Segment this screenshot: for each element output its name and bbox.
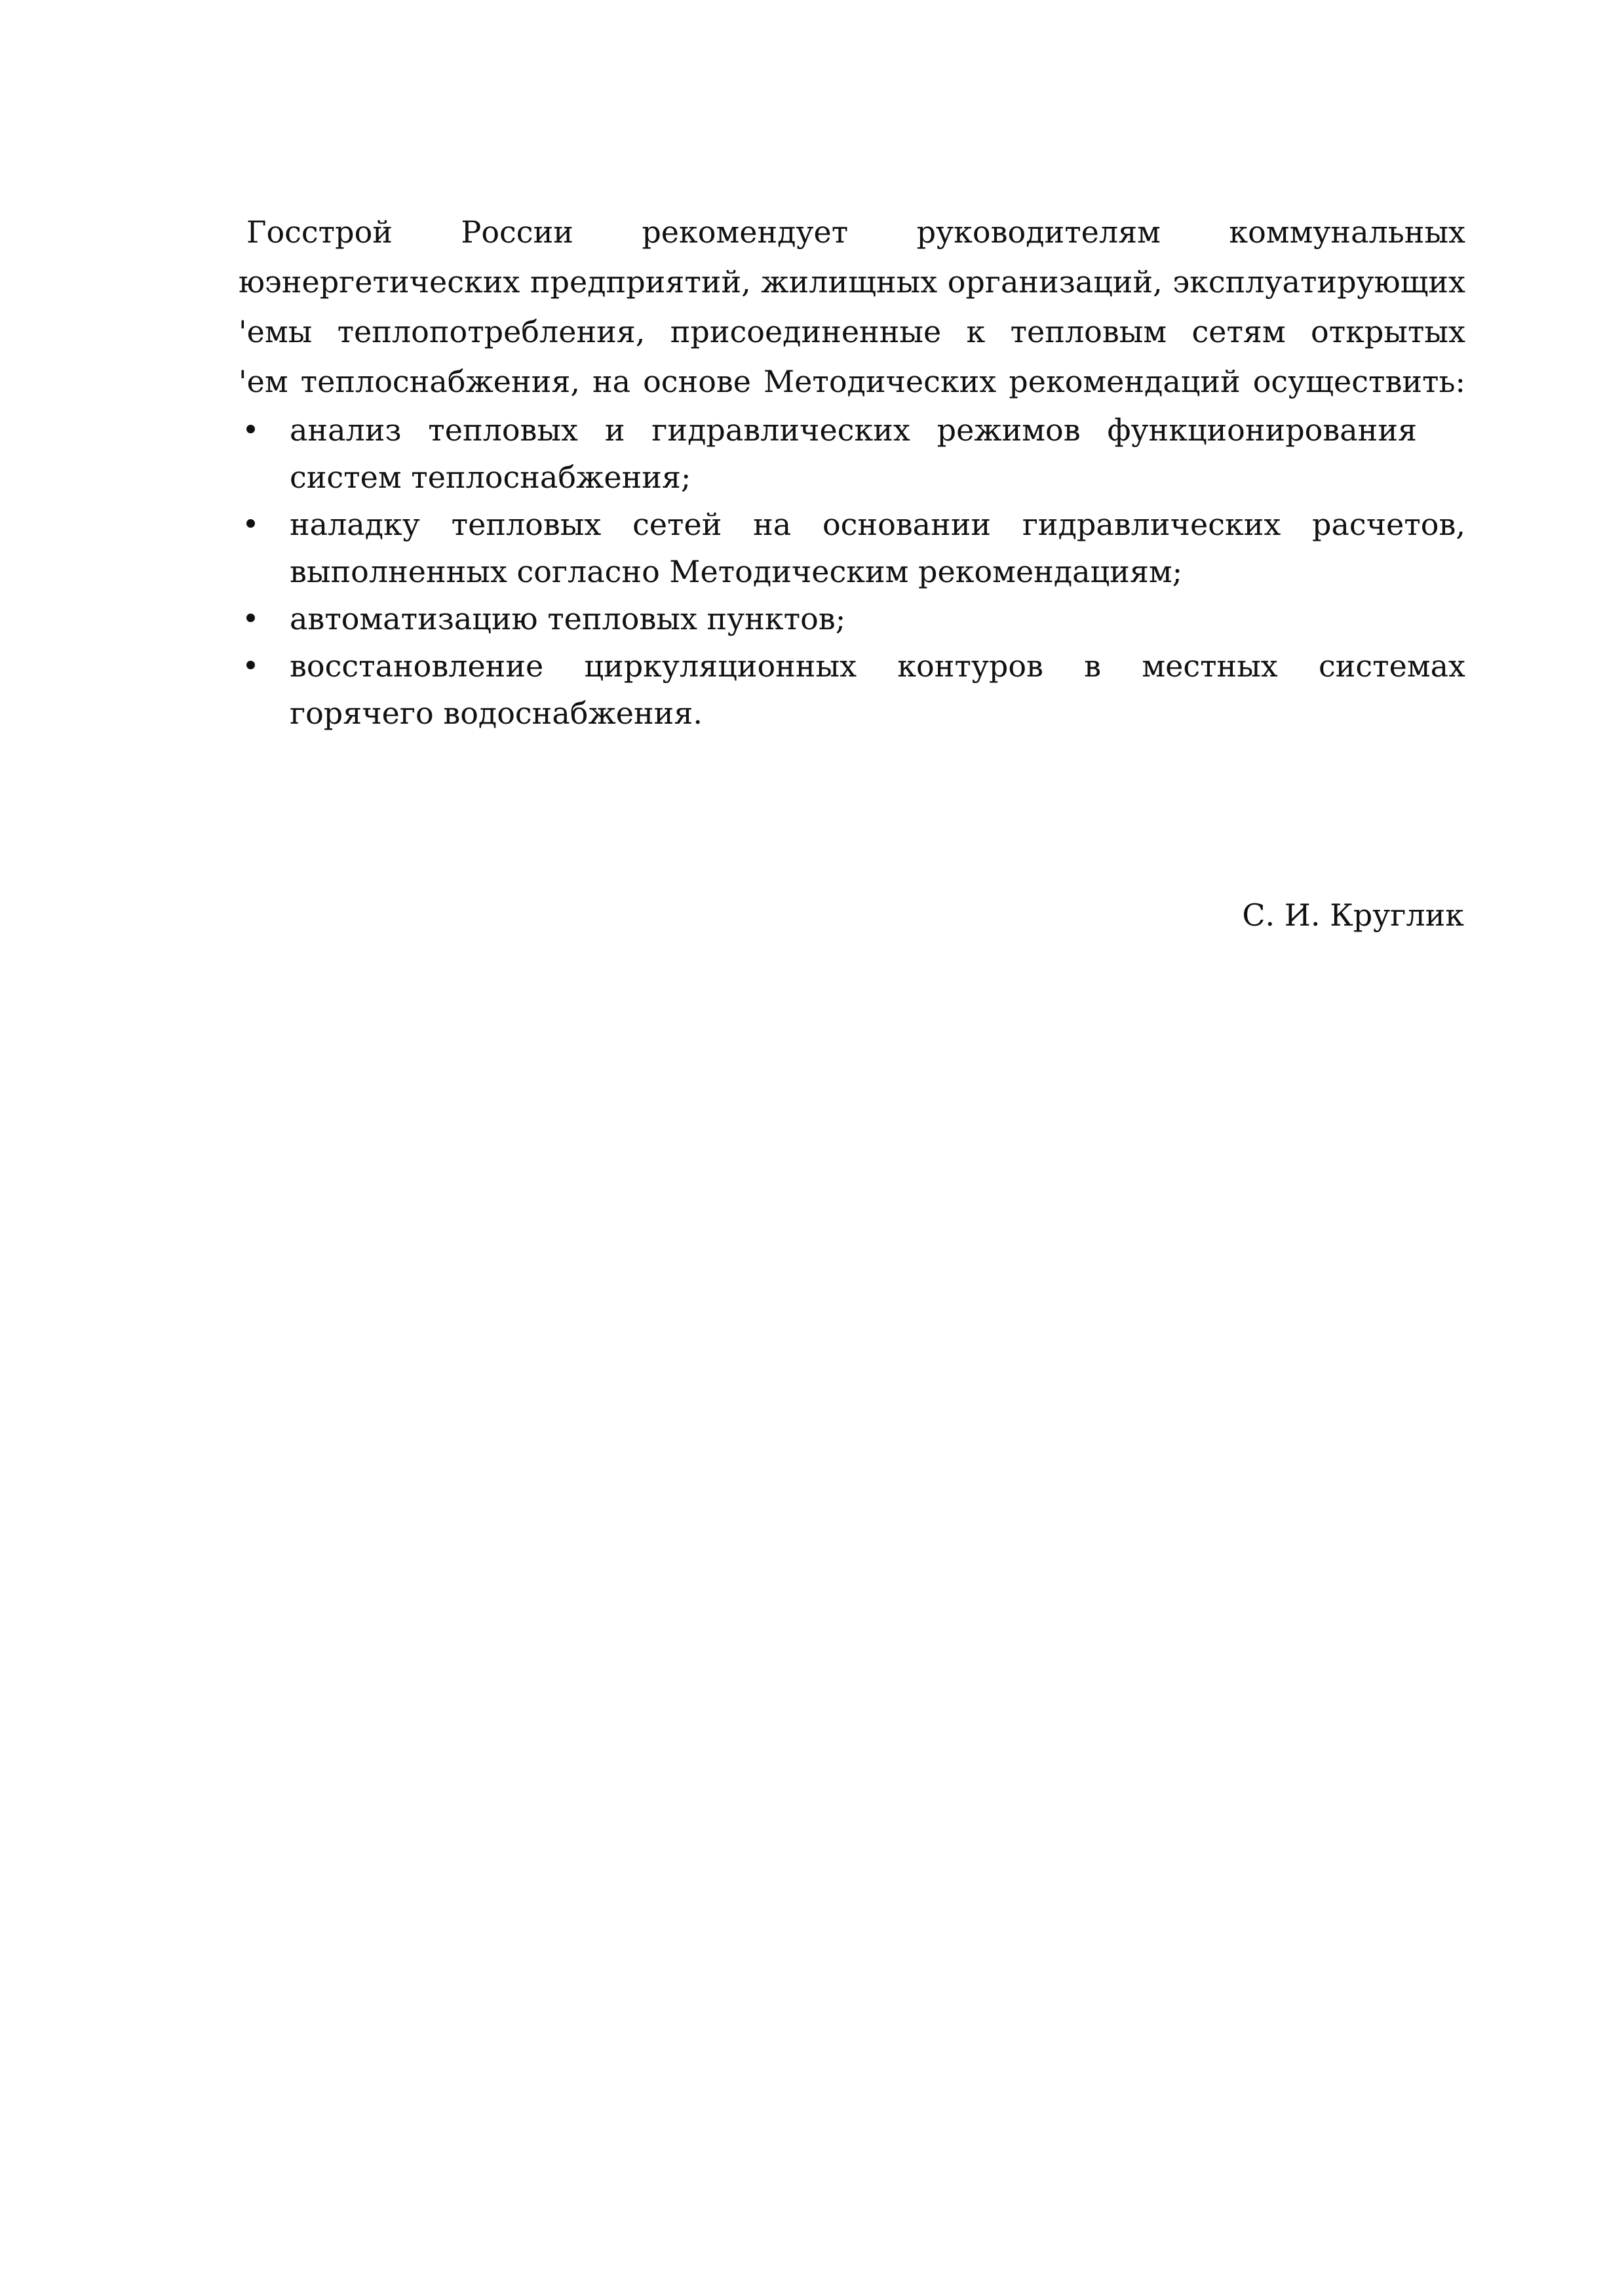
bullet-icon: [246, 661, 255, 669]
list-item-line: анализ тепловых и гидравлических режимов функционирования: [290, 412, 1417, 448]
bullet-icon: [246, 425, 255, 433]
list-item-text: [290, 501, 1465, 595]
list-item-line: восстановление циркуляционных контуров в местных системах: [290, 648, 1465, 684]
recommendations-list: [246, 406, 1465, 737]
list-item-line: горячего водоснабжения.: [290, 696, 703, 731]
intro-line: Госстрой России рекомендует руководителям коммунальных: [246, 214, 1465, 250]
intro-line: 'ем теплоснабжения, на основе Методических рекомендаций осуществить:: [239, 364, 1465, 399]
intro-line: 'емы теплопотребления, присоединенные к тепловым сетям открытых: [239, 314, 1465, 349]
list-item-line: наладку тепловых сетей на основании гидравлических расчетов,: [290, 507, 1465, 542]
list-item-line: выполненных согласно Методическим рекомендациям;: [290, 554, 1183, 589]
bullet-icon: [246, 614, 255, 622]
list-item: [246, 406, 1465, 501]
list-item-text: [290, 406, 1465, 501]
list-item: [246, 501, 1465, 595]
list-item: [246, 642, 1465, 737]
list-item-text: [290, 642, 1465, 737]
recommendation-text: [239, 207, 1465, 737]
signature-name: С. И. Круглик: [1242, 897, 1464, 933]
bullet-icon: [246, 519, 255, 528]
list-item-line: автоматизацию тепловых пунктов;: [290, 601, 846, 637]
intro-paragraph: [239, 207, 1465, 406]
intro-line: юэнергетических предприятий, жилищных организаций, эксплуатирующих: [239, 264, 1465, 300]
list-item-text: [290, 595, 1465, 642]
list-item-line: систем теплоснабжения;: [290, 460, 691, 495]
list-item: [246, 595, 1465, 642]
